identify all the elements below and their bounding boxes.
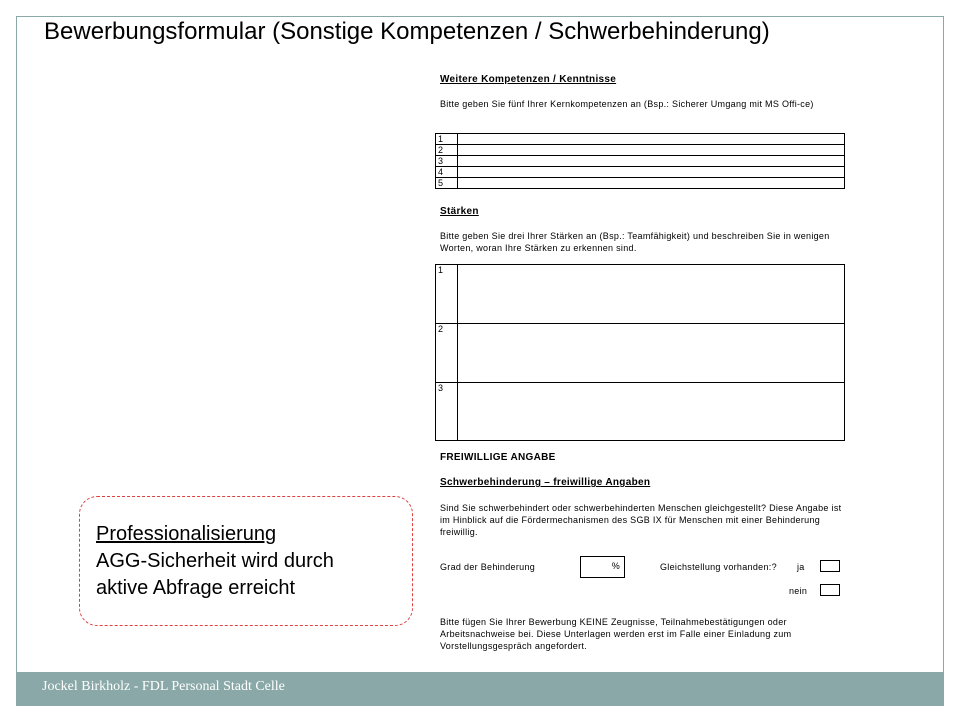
unterlagen-note: Bitte fügen Sie Ihrer Bewerbung KEINE Zeugnisse, Teilnahmebestätigungen oder Arbeitsnachweise bei. Diese Unterlagen werden erst im Falle einer Einladung zum Vorstellungsgespräch angefordert. <box>440 617 792 651</box>
gleichstellung-label: Gleichstellung vorhanden:? <box>660 562 777 572</box>
form-page <box>430 68 860 668</box>
row-number: 5 <box>436 178 458 189</box>
row-number: 1 <box>436 265 458 324</box>
schwerbehinderung-instruction: Sind Sie schwerbehindert oder schwerbehinderten Menschen gleichgestellt? Diese Angabe ist im Hinblick auf die Fördermechanismen des SGB IX für Menschen mit einer Behinderung freiwillig. <box>440 503 842 537</box>
kompetenz-input[interactable] <box>458 178 845 189</box>
row-number: 1 <box>436 134 458 145</box>
row-number: 4 <box>436 167 458 178</box>
footer-bar <box>16 672 944 706</box>
table-row <box>436 383 845 441</box>
staerken-table <box>435 264 845 441</box>
grad-label: Grad der Behinderung <box>440 562 536 572</box>
table-row <box>436 324 845 383</box>
nein-label: nein <box>789 586 808 596</box>
slide-title: Bewerbungsformular (Sonstige Kompetenzen / Schwerbehinderung) <box>44 18 770 45</box>
callout-line: aktive Abfrage erreicht <box>96 577 295 599</box>
freiwillig-heading: FREIWILLIGE ANGABE <box>440 452 556 463</box>
schwerbehinderung-heading: Schwerbehinderung – freiwillige Angaben <box>440 477 651 488</box>
footer-text: Jockel Birkholz - FDL Personal Stadt Celle <box>42 679 285 694</box>
kompetenz-input[interactable] <box>458 145 845 156</box>
callout-line: AGG-Sicherheit wird durch <box>96 550 334 572</box>
callout-title: Professionalisierung <box>96 523 277 545</box>
table-row <box>436 178 845 189</box>
kompetenz-input[interactable] <box>458 167 845 178</box>
table-row <box>436 265 845 324</box>
callout-text <box>96 521 334 602</box>
table-row <box>436 156 845 167</box>
table-row <box>436 134 845 145</box>
grad-input[interactable] <box>580 556 625 578</box>
ja-checkbox[interactable] <box>820 560 840 572</box>
nein-checkbox[interactable] <box>820 584 840 596</box>
callout-box <box>79 496 413 626</box>
row-number: 3 <box>436 383 458 441</box>
kompetenzen-heading: Weitere Kompetenzen / Kenntnisse <box>440 74 617 85</box>
kompetenzen-table <box>435 133 845 189</box>
kompetenz-input[interactable] <box>458 134 845 145</box>
staerken-instruction: Bitte geben Sie drei Ihrer Stärken an (Bsp.: Teamfähigkeit) und beschreiben Sie in wenigen Worten, woran Ihre Stärken zu erkennen sind. <box>440 231 830 253</box>
row-number: 3 <box>436 156 458 167</box>
kompetenzen-instruction: Bitte geben Sie fünf Ihrer Kernkompetenzen an (Bsp.: Sicherer Umgang mit MS Offi-ce) <box>440 99 814 109</box>
staerke-input[interactable] <box>458 383 845 441</box>
staerken-heading: Stärken <box>440 206 479 217</box>
staerke-input[interactable] <box>458 265 845 324</box>
staerke-input[interactable] <box>458 324 845 383</box>
table-row <box>436 167 845 178</box>
ja-label: ja <box>797 562 805 572</box>
row-number: 2 <box>436 145 458 156</box>
table-row <box>436 145 845 156</box>
kompetenz-input[interactable] <box>458 156 845 167</box>
row-number: 2 <box>436 324 458 383</box>
percent-sign: % <box>611 561 620 571</box>
